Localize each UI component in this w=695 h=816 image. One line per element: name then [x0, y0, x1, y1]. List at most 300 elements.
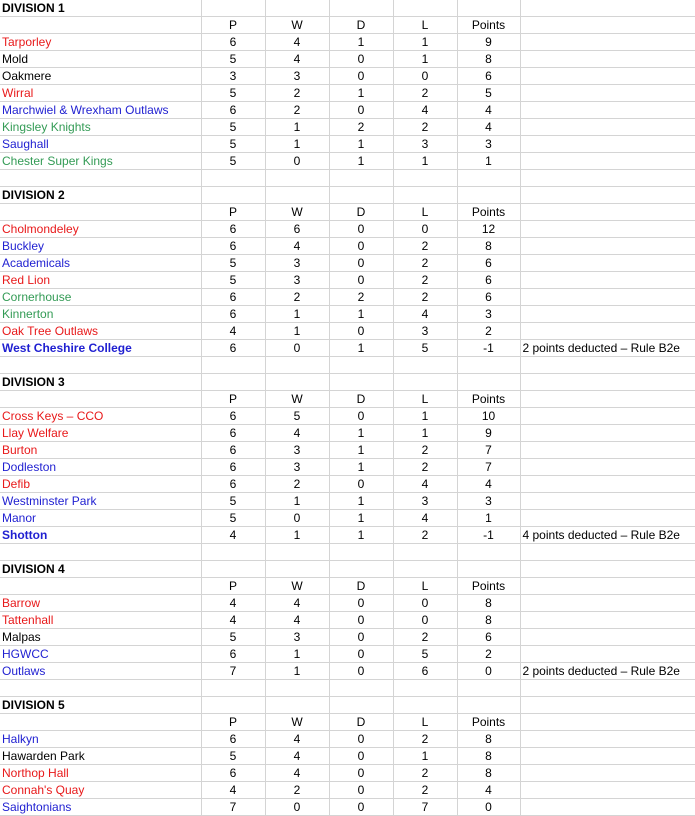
empty-cell[interactable] [393, 0, 457, 17]
d-cell[interactable]: 0 [329, 408, 393, 425]
note-cell[interactable] [520, 102, 695, 119]
empty-cell[interactable] [0, 544, 201, 561]
division-title[interactable]: DIVISION 1 [0, 0, 201, 17]
team-name-cell[interactable]: Dodleston [0, 459, 201, 476]
d-cell[interactable]: 0 [329, 221, 393, 238]
d-cell[interactable]: 1 [329, 34, 393, 51]
points-cell[interactable]: 3 [457, 493, 520, 510]
empty-cell[interactable] [265, 374, 329, 391]
d-cell[interactable]: 0 [329, 102, 393, 119]
note-cell[interactable] [520, 459, 695, 476]
team-name-cell[interactable]: HGWCC [0, 646, 201, 663]
p-cell[interactable]: 4 [201, 595, 265, 612]
l-cell[interactable]: 2 [393, 782, 457, 799]
column-header-d[interactable]: D [329, 17, 393, 34]
l-cell[interactable]: 1 [393, 34, 457, 51]
d-cell[interactable]: 1 [329, 340, 393, 357]
points-cell[interactable]: 2 [457, 323, 520, 340]
team-name-cell[interactable]: Chester Super Kings [0, 153, 201, 170]
column-header-points[interactable]: Points [457, 204, 520, 221]
empty-cell[interactable] [265, 0, 329, 17]
points-cell[interactable]: 3 [457, 306, 520, 323]
empty-cell[interactable] [520, 578, 695, 595]
p-cell[interactable]: 6 [201, 425, 265, 442]
p-cell[interactable]: 6 [201, 238, 265, 255]
l-cell[interactable]: 1 [393, 408, 457, 425]
l-cell[interactable]: 2 [393, 238, 457, 255]
empty-cell[interactable] [457, 170, 520, 187]
l-cell[interactable]: 0 [393, 68, 457, 85]
d-cell[interactable]: 0 [329, 663, 393, 680]
d-cell[interactable]: 0 [329, 272, 393, 289]
empty-cell[interactable] [0, 578, 201, 595]
team-name-cell[interactable]: Marchwiel & Wrexham Outlaws [0, 102, 201, 119]
division-title[interactable]: DIVISION 3 [0, 374, 201, 391]
empty-cell[interactable] [520, 544, 695, 561]
w-cell[interactable]: 3 [265, 459, 329, 476]
p-cell[interactable]: 6 [201, 476, 265, 493]
note-cell[interactable]: 2 points deducted – Rule B2e [520, 663, 695, 680]
team-name-cell[interactable]: Saightonians [0, 799, 201, 816]
l-cell[interactable]: 2 [393, 85, 457, 102]
p-cell[interactable]: 6 [201, 289, 265, 306]
points-cell[interactable]: 3 [457, 136, 520, 153]
empty-cell[interactable] [265, 680, 329, 697]
team-name-cell[interactable]: Oak Tree Outlaws [0, 323, 201, 340]
points-cell[interactable]: 6 [457, 68, 520, 85]
p-cell[interactable]: 6 [201, 306, 265, 323]
d-cell[interactable]: 1 [329, 85, 393, 102]
empty-cell[interactable] [520, 680, 695, 697]
l-cell[interactable]: 4 [393, 306, 457, 323]
p-cell[interactable]: 6 [201, 102, 265, 119]
p-cell[interactable]: 5 [201, 153, 265, 170]
column-header-d[interactable]: D [329, 578, 393, 595]
empty-cell[interactable] [201, 357, 265, 374]
empty-cell[interactable] [201, 0, 265, 17]
division-title[interactable]: DIVISION 4 [0, 561, 201, 578]
w-cell[interactable]: 3 [265, 272, 329, 289]
w-cell[interactable]: 4 [265, 612, 329, 629]
team-name-cell[interactable]: Buckley [0, 238, 201, 255]
empty-cell[interactable] [393, 680, 457, 697]
note-cell[interactable] [520, 221, 695, 238]
l-cell[interactable]: 3 [393, 493, 457, 510]
d-cell[interactable]: 0 [329, 323, 393, 340]
note-cell[interactable] [520, 238, 695, 255]
empty-cell[interactable] [520, 357, 695, 374]
w-cell[interactable]: 1 [265, 663, 329, 680]
empty-cell[interactable] [329, 357, 393, 374]
empty-cell[interactable] [457, 680, 520, 697]
column-header-d[interactable]: D [329, 204, 393, 221]
d-cell[interactable]: 1 [329, 306, 393, 323]
w-cell[interactable]: 2 [265, 289, 329, 306]
note-cell[interactable] [520, 68, 695, 85]
points-cell[interactable]: 10 [457, 408, 520, 425]
empty-cell[interactable] [0, 17, 201, 34]
p-cell[interactable]: 6 [201, 340, 265, 357]
empty-cell[interactable] [520, 0, 695, 17]
note-cell[interactable] [520, 595, 695, 612]
p-cell[interactable]: 5 [201, 510, 265, 527]
empty-cell[interactable] [457, 357, 520, 374]
points-cell[interactable]: 4 [457, 782, 520, 799]
note-cell[interactable] [520, 425, 695, 442]
column-header-l[interactable]: L [393, 204, 457, 221]
l-cell[interactable]: 7 [393, 799, 457, 816]
points-cell[interactable]: 0 [457, 663, 520, 680]
points-cell[interactable]: 6 [457, 272, 520, 289]
column-header-d[interactable]: D [329, 391, 393, 408]
points-cell[interactable]: 1 [457, 153, 520, 170]
column-header-p[interactable]: P [201, 391, 265, 408]
empty-cell[interactable] [520, 374, 695, 391]
column-header-w[interactable]: W [265, 204, 329, 221]
column-header-p[interactable]: P [201, 17, 265, 34]
note-cell[interactable] [520, 85, 695, 102]
empty-cell[interactable] [520, 561, 695, 578]
p-cell[interactable]: 5 [201, 748, 265, 765]
team-name-cell[interactable]: Shotton [0, 527, 201, 544]
p-cell[interactable]: 5 [201, 255, 265, 272]
division-title[interactable]: DIVISION 2 [0, 187, 201, 204]
team-name-cell[interactable]: Saughall [0, 136, 201, 153]
note-cell[interactable] [520, 629, 695, 646]
d-cell[interactable]: 0 [329, 629, 393, 646]
d-cell[interactable]: 1 [329, 493, 393, 510]
note-cell[interactable] [520, 408, 695, 425]
p-cell[interactable]: 6 [201, 442, 265, 459]
points-cell[interactable]: 5 [457, 85, 520, 102]
w-cell[interactable]: 1 [265, 119, 329, 136]
empty-cell[interactable] [265, 544, 329, 561]
note-cell[interactable] [520, 612, 695, 629]
points-cell[interactable]: 8 [457, 748, 520, 765]
d-cell[interactable]: 0 [329, 765, 393, 782]
l-cell[interactable]: 3 [393, 323, 457, 340]
l-cell[interactable]: 2 [393, 629, 457, 646]
note-cell[interactable] [520, 493, 695, 510]
points-cell[interactable]: 8 [457, 612, 520, 629]
empty-cell[interactable] [457, 187, 520, 204]
p-cell[interactable]: 5 [201, 85, 265, 102]
team-name-cell[interactable]: Cholmondeley [0, 221, 201, 238]
d-cell[interactable]: 1 [329, 459, 393, 476]
empty-cell[interactable] [393, 357, 457, 374]
team-name-cell[interactable]: Oakmere [0, 68, 201, 85]
empty-cell[interactable] [393, 561, 457, 578]
column-header-w[interactable]: W [265, 391, 329, 408]
l-cell[interactable]: 2 [393, 459, 457, 476]
w-cell[interactable]: 0 [265, 799, 329, 816]
empty-cell[interactable] [201, 680, 265, 697]
w-cell[interactable]: 2 [265, 476, 329, 493]
w-cell[interactable]: 3 [265, 255, 329, 272]
team-name-cell[interactable]: Tattenhall [0, 612, 201, 629]
team-name-cell[interactable]: West Cheshire College [0, 340, 201, 357]
p-cell[interactable]: 5 [201, 51, 265, 68]
l-cell[interactable]: 2 [393, 255, 457, 272]
team-name-cell[interactable]: Cornerhouse [0, 289, 201, 306]
column-header-points[interactable]: Points [457, 391, 520, 408]
column-header-points[interactable]: Points [457, 17, 520, 34]
points-cell[interactable]: 8 [457, 731, 520, 748]
empty-cell[interactable] [329, 170, 393, 187]
points-cell[interactable]: 8 [457, 765, 520, 782]
empty-cell[interactable] [520, 204, 695, 221]
w-cell[interactable]: 6 [265, 221, 329, 238]
points-cell[interactable]: 9 [457, 34, 520, 51]
note-cell[interactable] [520, 646, 695, 663]
points-cell[interactable]: 4 [457, 476, 520, 493]
column-header-l[interactable]: L [393, 391, 457, 408]
team-name-cell[interactable]: Westminster Park [0, 493, 201, 510]
team-name-cell[interactable]: Hawarden Park [0, 748, 201, 765]
empty-cell[interactable] [457, 544, 520, 561]
l-cell[interactable]: 1 [393, 153, 457, 170]
empty-cell[interactable] [457, 697, 520, 714]
p-cell[interactable]: 7 [201, 799, 265, 816]
empty-cell[interactable] [329, 680, 393, 697]
points-cell[interactable]: -1 [457, 340, 520, 357]
note-cell[interactable] [520, 731, 695, 748]
points-cell[interactable]: 9 [457, 425, 520, 442]
points-cell[interactable]: -1 [457, 527, 520, 544]
d-cell[interactable]: 1 [329, 510, 393, 527]
note-cell[interactable] [520, 306, 695, 323]
empty-cell[interactable] [520, 391, 695, 408]
division-title[interactable]: DIVISION 5 [0, 697, 201, 714]
team-name-cell[interactable]: Wirral [0, 85, 201, 102]
team-name-cell[interactable]: Cross Keys – CCO [0, 408, 201, 425]
l-cell[interactable]: 2 [393, 289, 457, 306]
l-cell[interactable]: 1 [393, 748, 457, 765]
d-cell[interactable]: 0 [329, 51, 393, 68]
d-cell[interactable]: 0 [329, 255, 393, 272]
l-cell[interactable]: 2 [393, 272, 457, 289]
note-cell[interactable] [520, 119, 695, 136]
w-cell[interactable]: 5 [265, 408, 329, 425]
p-cell[interactable]: 5 [201, 136, 265, 153]
empty-cell[interactable] [329, 374, 393, 391]
p-cell[interactable]: 6 [201, 34, 265, 51]
note-cell[interactable] [520, 323, 695, 340]
p-cell[interactable]: 6 [201, 459, 265, 476]
column-header-p[interactable]: P [201, 714, 265, 731]
empty-cell[interactable] [0, 714, 201, 731]
d-cell[interactable]: 1 [329, 442, 393, 459]
w-cell[interactable]: 4 [265, 595, 329, 612]
p-cell[interactable]: 4 [201, 782, 265, 799]
note-cell[interactable] [520, 153, 695, 170]
d-cell[interactable]: 0 [329, 748, 393, 765]
empty-cell[interactable] [457, 0, 520, 17]
p-cell[interactable]: 6 [201, 646, 265, 663]
empty-cell[interactable] [329, 187, 393, 204]
note-cell[interactable] [520, 34, 695, 51]
empty-cell[interactable] [393, 187, 457, 204]
points-cell[interactable]: 7 [457, 459, 520, 476]
p-cell[interactable]: 6 [201, 765, 265, 782]
column-header-points[interactable]: Points [457, 578, 520, 595]
team-name-cell[interactable]: Malpas [0, 629, 201, 646]
l-cell[interactable]: 0 [393, 595, 457, 612]
points-cell[interactable]: 6 [457, 255, 520, 272]
column-header-p[interactable]: P [201, 578, 265, 595]
empty-cell[interactable] [265, 697, 329, 714]
p-cell[interactable]: 5 [201, 629, 265, 646]
l-cell[interactable]: 5 [393, 646, 457, 663]
empty-cell[interactable] [520, 187, 695, 204]
note-cell[interactable] [520, 748, 695, 765]
team-name-cell[interactable]: Manor [0, 510, 201, 527]
note-cell[interactable] [520, 510, 695, 527]
column-header-l[interactable]: L [393, 17, 457, 34]
empty-cell[interactable] [265, 187, 329, 204]
points-cell[interactable]: 2 [457, 646, 520, 663]
p-cell[interactable]: 4 [201, 612, 265, 629]
empty-cell[interactable] [201, 187, 265, 204]
column-header-p[interactable]: P [201, 204, 265, 221]
empty-cell[interactable] [265, 170, 329, 187]
empty-cell[interactable] [520, 170, 695, 187]
w-cell[interactable]: 2 [265, 102, 329, 119]
w-cell[interactable]: 4 [265, 425, 329, 442]
w-cell[interactable]: 1 [265, 323, 329, 340]
l-cell[interactable]: 1 [393, 51, 457, 68]
team-name-cell[interactable]: Barrow [0, 595, 201, 612]
w-cell[interactable]: 1 [265, 136, 329, 153]
team-name-cell[interactable]: Kingsley Knights [0, 119, 201, 136]
p-cell[interactable]: 4 [201, 527, 265, 544]
d-cell[interactable]: 1 [329, 153, 393, 170]
l-cell[interactable]: 2 [393, 527, 457, 544]
p-cell[interactable]: 6 [201, 221, 265, 238]
points-cell[interactable]: 1 [457, 510, 520, 527]
w-cell[interactable]: 4 [265, 731, 329, 748]
team-name-cell[interactable]: Mold [0, 51, 201, 68]
points-cell[interactable]: 6 [457, 289, 520, 306]
p-cell[interactable]: 6 [201, 731, 265, 748]
note-cell[interactable] [520, 272, 695, 289]
note-cell[interactable] [520, 765, 695, 782]
note-cell[interactable] [520, 255, 695, 272]
d-cell[interactable]: 2 [329, 119, 393, 136]
d-cell[interactable]: 0 [329, 68, 393, 85]
l-cell[interactable]: 0 [393, 612, 457, 629]
team-name-cell[interactable]: Halkyn [0, 731, 201, 748]
l-cell[interactable]: 4 [393, 510, 457, 527]
note-cell[interactable] [520, 799, 695, 816]
empty-cell[interactable] [457, 561, 520, 578]
p-cell[interactable]: 4 [201, 323, 265, 340]
empty-cell[interactable] [329, 561, 393, 578]
w-cell[interactable]: 1 [265, 646, 329, 663]
note-cell[interactable] [520, 782, 695, 799]
column-header-points[interactable]: Points [457, 714, 520, 731]
w-cell[interactable]: 4 [265, 748, 329, 765]
p-cell[interactable]: 5 [201, 493, 265, 510]
w-cell[interactable]: 0 [265, 340, 329, 357]
team-name-cell[interactable]: Connah's Quay [0, 782, 201, 799]
team-name-cell[interactable]: Tarporley [0, 34, 201, 51]
w-cell[interactable]: 4 [265, 34, 329, 51]
note-cell[interactable]: 4 points deducted – Rule B2e [520, 527, 695, 544]
empty-cell[interactable] [329, 544, 393, 561]
d-cell[interactable]: 2 [329, 289, 393, 306]
l-cell[interactable]: 6 [393, 663, 457, 680]
empty-cell[interactable] [329, 697, 393, 714]
points-cell[interactable]: 8 [457, 238, 520, 255]
w-cell[interactable]: 3 [265, 442, 329, 459]
points-cell[interactable]: 6 [457, 629, 520, 646]
empty-cell[interactable] [457, 374, 520, 391]
column-header-w[interactable]: W [265, 17, 329, 34]
note-cell[interactable]: 2 points deducted – Rule B2e [520, 340, 695, 357]
points-cell[interactable]: 12 [457, 221, 520, 238]
p-cell[interactable]: 6 [201, 408, 265, 425]
d-cell[interactable]: 0 [329, 731, 393, 748]
d-cell[interactable]: 0 [329, 238, 393, 255]
points-cell[interactable]: 0 [457, 799, 520, 816]
w-cell[interactable]: 1 [265, 527, 329, 544]
team-name-cell[interactable]: Academicals [0, 255, 201, 272]
l-cell[interactable]: 2 [393, 731, 457, 748]
d-cell[interactable]: 0 [329, 612, 393, 629]
d-cell[interactable]: 1 [329, 527, 393, 544]
w-cell[interactable]: 0 [265, 510, 329, 527]
w-cell[interactable]: 1 [265, 306, 329, 323]
d-cell[interactable]: 0 [329, 476, 393, 493]
w-cell[interactable]: 3 [265, 68, 329, 85]
team-name-cell[interactable]: Burton [0, 442, 201, 459]
column-header-l[interactable]: L [393, 578, 457, 595]
empty-cell[interactable] [393, 374, 457, 391]
empty-cell[interactable] [393, 697, 457, 714]
d-cell[interactable]: 1 [329, 136, 393, 153]
w-cell[interactable]: 4 [265, 238, 329, 255]
team-name-cell[interactable]: Outlaws [0, 663, 201, 680]
column-header-l[interactable]: L [393, 714, 457, 731]
l-cell[interactable]: 4 [393, 476, 457, 493]
team-name-cell[interactable]: Red Lion [0, 272, 201, 289]
empty-cell[interactable] [0, 204, 201, 221]
points-cell[interactable]: 8 [457, 51, 520, 68]
l-cell[interactable]: 4 [393, 102, 457, 119]
l-cell[interactable]: 5 [393, 340, 457, 357]
empty-cell[interactable] [520, 697, 695, 714]
l-cell[interactable]: 2 [393, 119, 457, 136]
team-name-cell[interactable]: Llay Welfare [0, 425, 201, 442]
column-header-w[interactable]: W [265, 578, 329, 595]
column-header-w[interactable]: W [265, 714, 329, 731]
empty-cell[interactable] [201, 170, 265, 187]
l-cell[interactable]: 1 [393, 425, 457, 442]
points-cell[interactable]: 4 [457, 119, 520, 136]
empty-cell[interactable] [0, 391, 201, 408]
p-cell[interactable]: 5 [201, 272, 265, 289]
team-name-cell[interactable]: Northop Hall [0, 765, 201, 782]
empty-cell[interactable] [201, 544, 265, 561]
d-cell[interactable]: 0 [329, 799, 393, 816]
column-header-d[interactable]: D [329, 714, 393, 731]
note-cell[interactable] [520, 51, 695, 68]
l-cell[interactable]: 0 [393, 221, 457, 238]
empty-cell[interactable] [265, 357, 329, 374]
p-cell[interactable]: 3 [201, 68, 265, 85]
empty-cell[interactable] [0, 357, 201, 374]
